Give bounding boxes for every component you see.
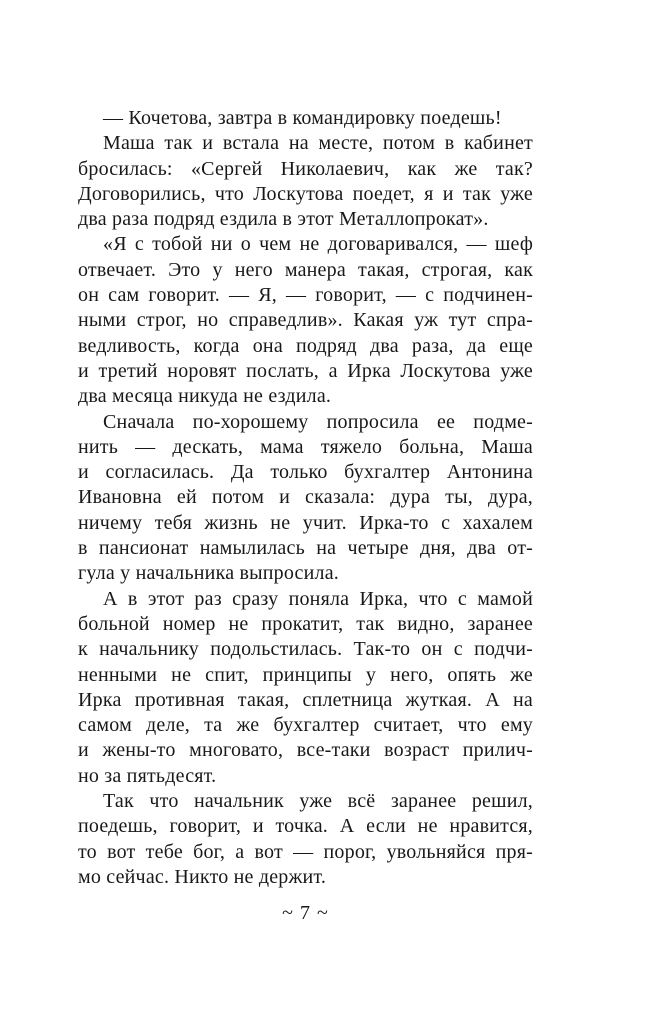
- text-line: Так что начальник уже всё заранее решил,: [103, 790, 533, 813]
- text-line: Договорились, что Лоскутова поедет, я и так уже: [78, 182, 533, 205]
- text-line: ненными не спит, принципы у него, опять же: [78, 663, 533, 686]
- paragraph: [78, 587, 533, 789]
- text-line: и третий норовят послать, а Ирка Лоскутова уже: [78, 359, 533, 382]
- text-line: к начальнику подольстилась. Так-то он с подчи-: [78, 638, 533, 661]
- text-line: Ивановна ей потом и сказала: дура ты, дура,: [78, 486, 533, 509]
- text-line: ными строг, но справедлив». Какая уж тут спра-: [78, 309, 533, 332]
- text-line: он сам говорит. — Я, — говорит, — с подчинен-: [78, 284, 533, 307]
- text-line: и жены-то многовато, все-таки возраст прилич-: [78, 739, 533, 762]
- text-line: нить — дескать, мама тяжело больна, Маша: [78, 435, 533, 458]
- paragraph: [78, 232, 533, 409]
- text-line: мо сейчас. Никто не держит.: [78, 865, 327, 888]
- text-line: гула у начальника выпросила.: [78, 562, 339, 585]
- text-line: но за пятьдесят.: [78, 764, 217, 787]
- text-line: больной номер не прокатит, так видно, заранее: [78, 612, 533, 635]
- text-line: два месяца никуда не ездила.: [78, 385, 332, 408]
- text-line: отвечает. Это у него манера такая, строгая, как: [78, 258, 533, 281]
- text-line: «Я с тобой ни о чем не договаривался, — шеф: [103, 233, 533, 256]
- text-line: два раза подряд ездила в этот Металлопрокат».: [78, 208, 489, 231]
- paragraph: [78, 131, 533, 232]
- page-number: ~ 7 ~: [282, 902, 329, 925]
- paragraph: [78, 789, 533, 890]
- text-line: Сначала по-хорошему попросила ее подме-: [103, 410, 533, 433]
- text-line: Ирка противная такая, сплетница жуткая. А на: [78, 688, 533, 711]
- text-line: и согласилась. Да только бухгалтер Антонина: [78, 461, 533, 484]
- text-line: А в этот раз сразу поняла Ирка, что с мамой: [103, 587, 533, 610]
- paragraph: [78, 106, 533, 131]
- text-line: Маша так и встала на месте, потом в кабинет: [103, 132, 533, 155]
- text-line: ничему тебя жизнь не учит. Ирка-то с хахалем: [78, 511, 533, 534]
- paragraph: [78, 410, 533, 587]
- text-line: ведливость, когда она подряд два раза, да еще: [78, 334, 533, 357]
- text-line: самом деле, та же бухгалтер считает, что ему: [78, 714, 533, 737]
- text-line: то вот тебе бог, а вот — порог, увольняйся пря-: [78, 840, 533, 863]
- text-line: бросилась: «Сергей Николаевич, как же так?: [78, 157, 533, 180]
- text-line: в пансионат намылилась на четыре дня, два от-: [78, 537, 533, 560]
- text-line: поедешь, говорит, и точка. А если не нравится,: [78, 815, 533, 838]
- text-line: — Кочетова, завтра в командировку поедешь!: [103, 107, 502, 129]
- text-block: [78, 106, 533, 927]
